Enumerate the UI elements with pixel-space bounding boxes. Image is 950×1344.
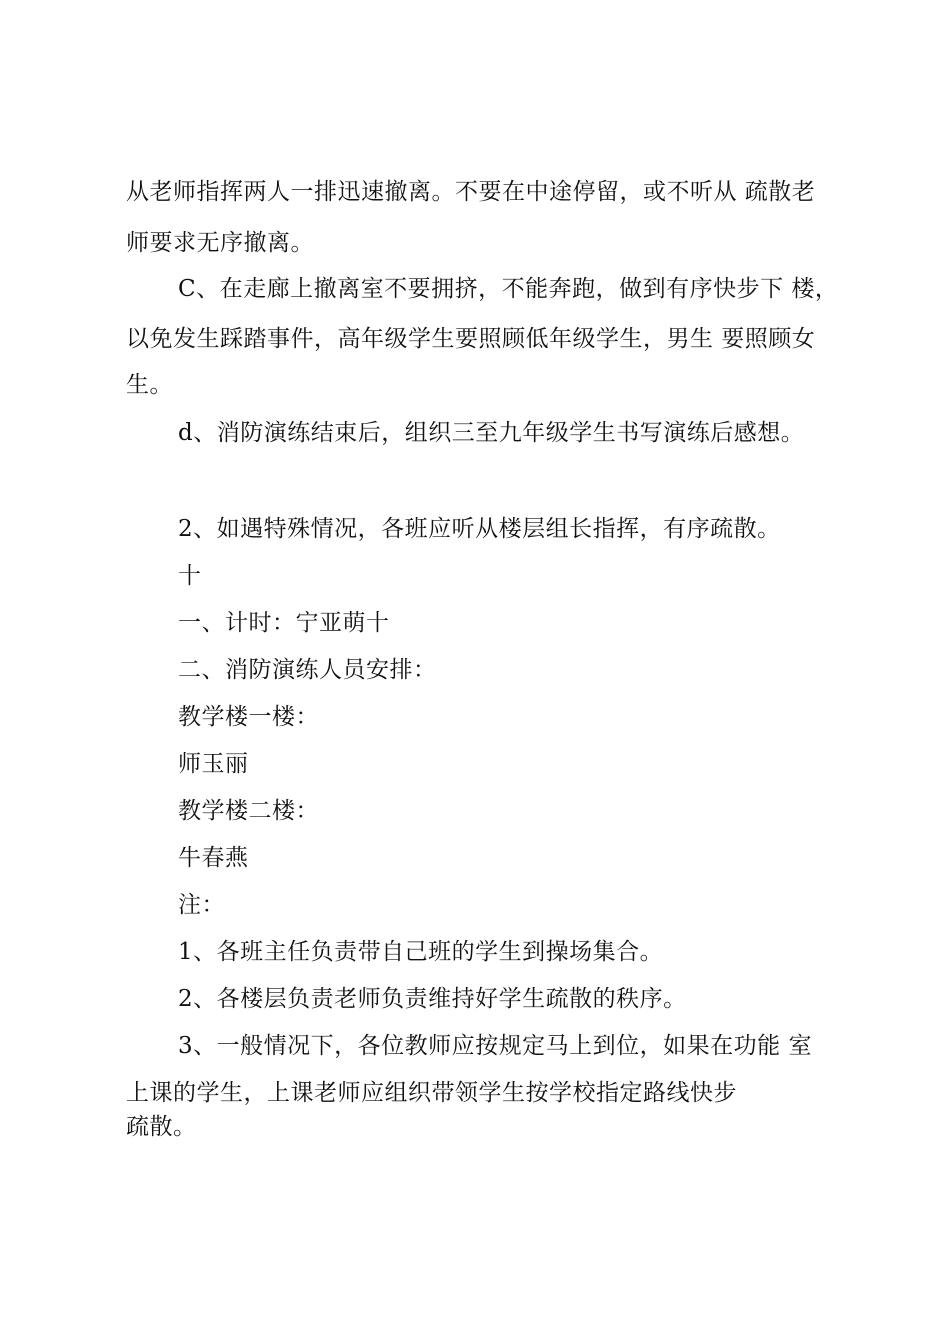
note-item: 2、各楼层负责老师负责维持好学生疏散的秩序。 <box>178 986 687 1012</box>
note-item: 3、一般情况下，各位教师应按规定马上到位，如果在功能 室 <box>178 1033 812 1059</box>
paragraph-line: 以免发生踩踏事件，高年级学生要照顾低年级学生，男生 要照顾女 <box>126 326 816 352</box>
paragraph-line: C、在走廊上撤离室不要拥挤，不能奔跑，做到有序快步下 楼， <box>178 276 839 302</box>
note-item: 1、各班主任负责带自己班的学生到操场集合。 <box>178 939 664 965</box>
note-item-continuation: 疏散。 <box>126 1114 197 1140</box>
staff-arrangement-heading: 二、消防演练人员安排： <box>178 657 437 683</box>
paragraph-line: 生。 <box>126 372 173 398</box>
paragraph-line: 2、如遇特殊情况，各班应听从楼层组长指挥，有序疏散。 <box>178 516 781 542</box>
section-marker: 十 <box>178 563 202 589</box>
floor-label: 教学楼一楼： <box>178 704 319 730</box>
paragraph-line: d、消防演练结束后，组织三至九年级学生书写演练后感想。 <box>178 420 805 446</box>
paragraph-line: 从老师指挥两人一排迅速撤离。不要在中途停留，或不听从 疏散老 <box>126 179 816 205</box>
staff-name: 师玉丽 <box>178 751 249 777</box>
timer-line: 一、计时：宁亚萌十 <box>178 610 390 636</box>
note-item-continuation: 上课的学生，上课老师应组织带领学生按学校指定路线快步 <box>126 1080 737 1106</box>
staff-name: 牛春燕 <box>178 845 249 871</box>
floor-label: 教学楼二楼： <box>178 798 319 824</box>
paragraph-line: 师要求无序撤离。 <box>126 230 314 256</box>
notes-heading: 注： <box>178 892 225 918</box>
